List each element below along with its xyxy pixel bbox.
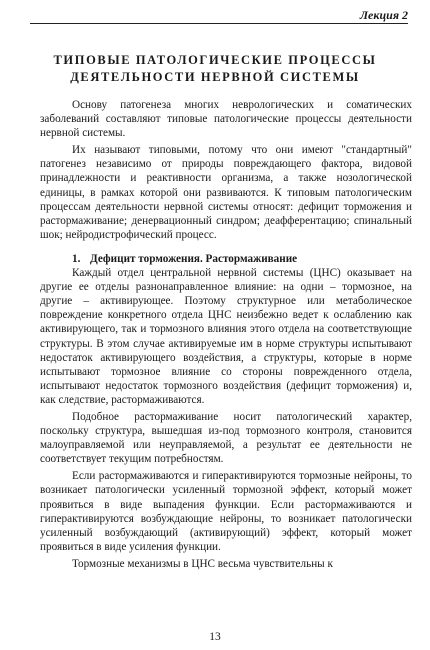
paragraph-disinhibition: Подобное растормаживание носит патологический характер, поскольку структура, вышедшая из-под тормозного контроля, становится малоуправляемой или неуправляемой, а результат ее деятельности не соответствует текущим потребностям. — [40, 410, 412, 466]
page-header — [30, 8, 408, 24]
paragraph-cns-influence: Каждый отдел центральной нервной системы (ЦНС) оказывает на другие ее отделы разнонаправленное влияние: на одни – тормозное, на другие – активирующее. Поэтому структурное или метаболическое повреждение конкретного отдела ЦНС неизбежно ведет к ослаблению как активирующего, так и тормозного влияния этого отдела на соответствующие структуры. В этом случае активируемые им в норме структуры испытывают недостаток активирующего воздействия, а структуры, которые в норме испытывают тормозное влияние со стороны поврежденного отдела, испытывают недостаток тормозного воздействия (дефицит торможения) и, как следствие, растормаживаются. — [40, 267, 412, 406]
chapter-title-line-2: ДЕЯТЕЛЬНОСТИ НЕРВНОЙ СИСТЕМЫ — [70, 70, 360, 84]
section-heading — [40, 252, 412, 266]
running-title: Лекция 2 — [359, 8, 408, 22]
paragraph-inhibitory-mechanisms: Тормозные механизмы в ЦНС весьма чувствительны к — [72, 557, 333, 570]
paragraph-typical-processes: Их называют типовыми, потому что они имеют "стандартный" патогенез независимо от природы повреждающего фактора, видовой принадлежности и реактивности организма, а также нозологической единицы, в рамках которой они развиваются. К типовым патологическим процессам деятельности нервной системы относят: дефицит торможения и растормаживание; денервационный синдром; деафферентацию; спинальный шок; нейродистрофический процесс. — [40, 144, 412, 241]
chapter-title — [24, 52, 406, 86]
paragraph-intro: Основу патогенеза многих неврологических и соматических заболеваний составляют типовые патологические процессы деятельности нервной системы. — [40, 99, 412, 140]
paragraph-hyperactivation: Если растормаживаются и гиперактивируются тормозные нейроны, то возникает патологически усиленный тормозной эффект, который может проявиться в виде выпадения функции. Если растормаживаются и гиперактивируются возбуждающие нейроны, то возникает патологически усиленный возбуждающий (активирующий) эффект, который может проявиться в виде усиления функции. — [40, 470, 412, 553]
section-number: 1. — [72, 252, 81, 265]
body-text — [40, 98, 412, 571]
chapter-title-line-1: ТИПОВЫЕ ПАТОЛОГИЧЕСКИЕ ПРОЦЕССЫ — [53, 53, 377, 67]
section-title: Дефицит торможения. Растормаживание — [90, 252, 298, 265]
page-number: 13 — [209, 631, 221, 643]
header-rule — [30, 23, 408, 24]
